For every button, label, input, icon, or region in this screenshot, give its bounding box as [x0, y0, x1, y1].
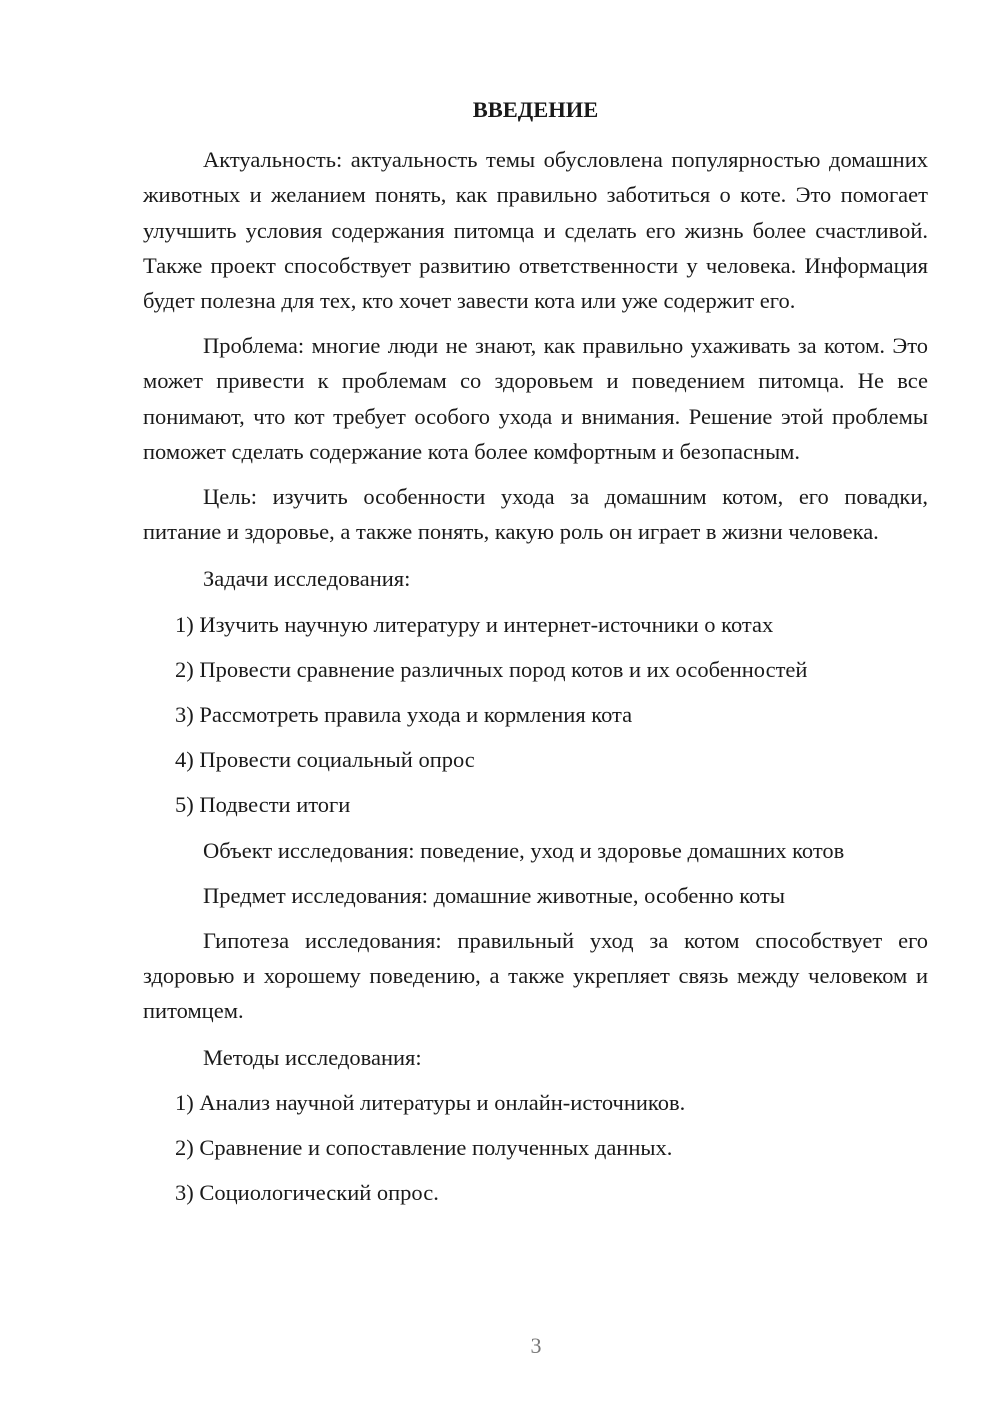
object-paragraph: Объект исследования: поведение, уход и здоровье домашних котов: [203, 837, 845, 863]
methods-heading: Методы исследования:: [203, 1044, 422, 1070]
hypothesis-paragraph: Гипотеза исследования: правильный уход за котом способствует его здоровью и хорошему поведению, а также укрепляет связь между человеком и питомцем.: [143, 928, 928, 1024]
goal-paragraph: Цель: изучить особенности ухода за домашним котом, его повадки, питание и здоровье, а также понять, какую роль он играет в жизни человека.: [143, 484, 928, 545]
problem-paragraph: Проблема: многие люди не знают, как правильно ухаживать за котом. Это может привести к проблемам со здоровьем и поведением питомца. Не все понимают, что кот требует особого ухода и внимания. Решение этой проблемы поможет сделать содержание кота более комфортным и безопасным.: [143, 333, 928, 464]
task-item: 1) Изучить научную литературу и интернет-источники о котах: [175, 611, 774, 637]
method-item: 3) Социологический опрос.: [175, 1180, 439, 1206]
task-item: 5) Подвести итоги: [175, 792, 351, 818]
subject-paragraph: Предмет исследования: домашние животные, особенно коты: [203, 882, 786, 908]
task-item: 2) Провести сравнение различных пород котов и их особенностей: [175, 656, 808, 682]
section-title: ВВЕДЕНИЕ: [472, 97, 599, 122]
page-number: 3: [530, 1333, 542, 1358]
tasks-heading: Задачи исследования:: [203, 566, 411, 592]
relevance-paragraph: Актуальность: актуальность темы обусловлена популярностью домашних животных и желанием понять, как правильно заботиться о коте. Это помогает улучшить условия содержания питомца и сделать его жизнь более счастливой. Также проект способствует развитию ответственности у человека. Информация будет полезна для тех, кто хочет завести кота или уже содержит его.: [143, 147, 928, 314]
task-item: 3) Рассмотреть правила ухода и кормления кота: [175, 702, 633, 728]
method-item: 1) Анализ научной литературы и онлайн-источников.: [175, 1089, 686, 1115]
task-item: 4) Провести социальный опрос: [175, 747, 475, 773]
method-item: 2) Сравнение и сопоставление полученных данных.: [175, 1135, 673, 1161]
document-page: [143, 92, 928, 1210]
